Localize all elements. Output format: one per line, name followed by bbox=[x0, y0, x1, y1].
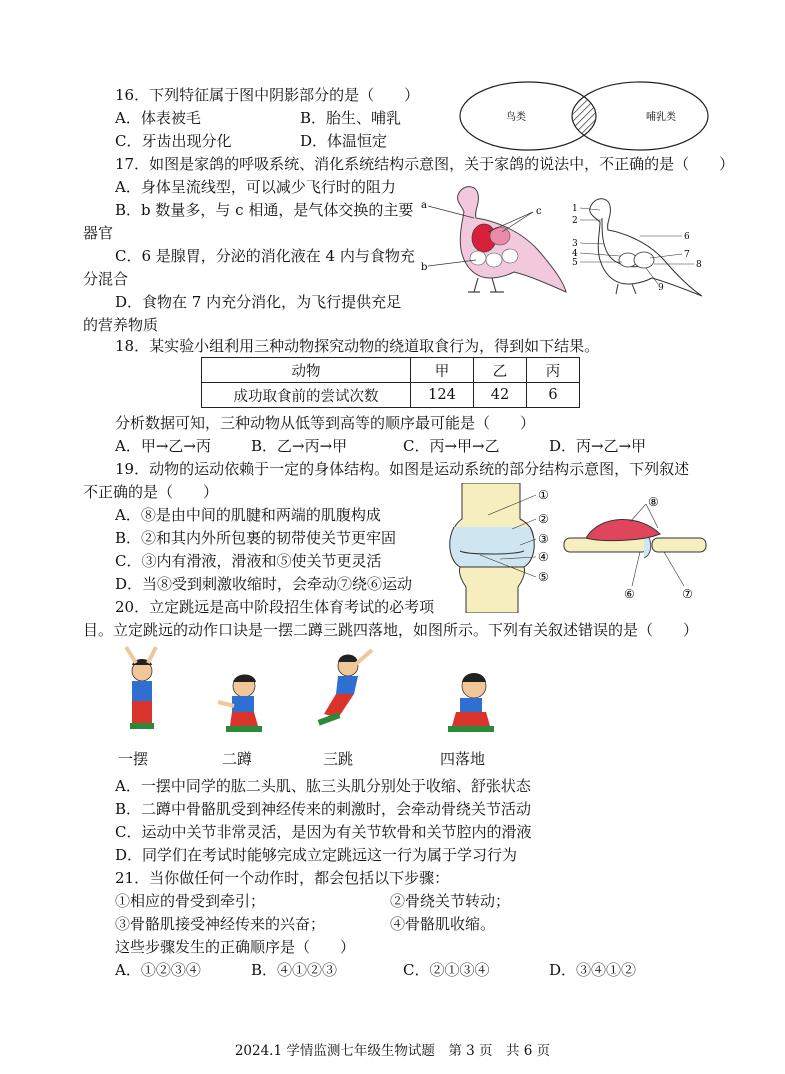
q17-option-d-line1: D．食物在 7 内充分消化，为飞行提供充足 bbox=[115, 293, 402, 311]
bone-label-7: ⑦ bbox=[682, 587, 693, 601]
q18-option-b: B．乙→丙→甲 bbox=[251, 437, 348, 455]
swing-figure bbox=[112, 645, 170, 735]
muscle-label-8: ⑧ bbox=[648, 495, 659, 509]
pigeon-label-a: a bbox=[421, 200, 427, 211]
q17-option-b-line2: 器官 bbox=[83, 224, 114, 242]
jump-figure bbox=[314, 648, 376, 730]
q20-stem-line2: 目。立定跳远的动作口诀是一摆二蹲三跳四落地，如图所示。下列有关叙述错误的是（ ） bbox=[83, 621, 699, 639]
q18-question: 分析数据可知，三种动物从低等到高等的顺序最可能是（ ） bbox=[115, 414, 536, 432]
caption-swing: 一摆 bbox=[118, 750, 149, 768]
q19-option-d: D．当⑧受到刺激收缩时，会牵动⑦绕⑥运动 bbox=[115, 575, 413, 593]
pigeon-label-9: 9 bbox=[658, 283, 664, 293]
pigeon-label-1: 1 bbox=[572, 204, 578, 214]
q21-step-3: ③骨骼肌接受神经传来的兴奋； bbox=[115, 915, 326, 933]
q21-step-2: ②骨绕关节转动； bbox=[390, 892, 511, 910]
pigeon-respiratory-figure bbox=[418, 180, 578, 298]
table-header-cell: 乙 bbox=[474, 358, 527, 383]
table-cell: 124 bbox=[411, 383, 474, 408]
q20-option-a: A．一摆中同学的肱二头肌、肱三头肌分别处于收缩、舒张状态 bbox=[115, 777, 531, 795]
q21-option-b: B．④①②③ bbox=[251, 961, 338, 979]
pigeon-label-4: 4 bbox=[572, 249, 578, 259]
q16-stem: 16．下列特征属于图中阴影部分的是（ ） bbox=[115, 86, 420, 104]
q21-option-a: A．①②③④ bbox=[115, 961, 201, 979]
q19-stem-line1: 19．动物的运动依赖于一定的身体结构。如图是运动系统的部分结构示意图，下列叙述 bbox=[115, 460, 690, 478]
q21-step-1: ①相应的骨受到牵引； bbox=[115, 892, 266, 910]
q20-option-b: B．二蹲中骨骼肌受到神经传来的刺激时，会牵动骨绕关节活动 bbox=[115, 800, 532, 818]
q21-stem: 21．当你做任何一个动作时，都会包括以下步骤： bbox=[115, 869, 450, 887]
q19-option-a: A．⑧是由中间的肌腱和两端的肌腹构成 bbox=[115, 506, 381, 524]
joint-structure-figure bbox=[440, 483, 560, 613]
venn-diagram bbox=[458, 80, 710, 152]
caption-jump: 三跳 bbox=[323, 750, 354, 768]
table-header-row bbox=[202, 358, 580, 383]
squat-figure bbox=[212, 672, 274, 734]
q20-option-c: C．运动中关节非常灵活，是因为有关节软骨和关节腔内的滑液 bbox=[115, 823, 532, 841]
q19-option-b: B．②和其内外所包裹的韧带使关节更牢固 bbox=[115, 529, 397, 547]
pigeon-label-3: 3 bbox=[572, 239, 578, 249]
pigeon-digestive-figure bbox=[570, 190, 710, 298]
table-cell: 42 bbox=[474, 383, 527, 408]
pigeon-label-7: 7 bbox=[684, 250, 690, 260]
table-row bbox=[202, 383, 580, 408]
joint-label-1: ① bbox=[538, 488, 549, 502]
table-header-cell: 动物 bbox=[202, 358, 411, 383]
q16-option-b: B．胎生、哺乳 bbox=[300, 109, 402, 127]
q18-option-c: C．丙→甲→乙 bbox=[403, 437, 500, 455]
q21-option-d: D．③④①② bbox=[549, 961, 637, 979]
table-cell: 成功取食前的尝试次数 bbox=[202, 383, 411, 408]
joint-label-4: ④ bbox=[538, 550, 549, 564]
pigeon-label-2: 2 bbox=[572, 216, 578, 226]
pigeon-label-8: 8 bbox=[696, 260, 702, 270]
q16-option-d: D．体温恒定 bbox=[300, 132, 388, 150]
q21-question: 这些步骤发生的正确顺序是（ ） bbox=[115, 938, 356, 956]
pigeon-label-6: 6 bbox=[684, 232, 690, 242]
q17-option-d-line2: 的营养物质 bbox=[83, 316, 159, 334]
joint-label-5: ⑤ bbox=[538, 570, 549, 584]
arm-muscle-figure bbox=[560, 492, 710, 602]
q16-option-a: A．体表被毛 bbox=[115, 109, 201, 127]
pigeon-label-c: c bbox=[536, 206, 542, 217]
table-header-cell: 甲 bbox=[411, 358, 474, 383]
q18-stem: 18．某实验小组利用三种动物探究动物的绕道取食行为，得到如下结果。 bbox=[115, 337, 600, 355]
caption-squat: 二蹲 bbox=[222, 750, 253, 768]
q16-option-c: C．牙齿出现分化 bbox=[115, 132, 232, 150]
landing-figure bbox=[440, 670, 502, 734]
q21-option-c: C．②①③④ bbox=[403, 961, 490, 979]
pigeon-label-b: b bbox=[421, 262, 428, 273]
venn-label-mammals: 哺乳类 bbox=[646, 112, 676, 123]
joint-label-3: ③ bbox=[538, 532, 549, 546]
q17-option-c-line2: 分混合 bbox=[83, 270, 129, 288]
q18-option-d: D．丙→乙→甲 bbox=[549, 437, 647, 455]
bone-label-6: ⑥ bbox=[624, 587, 635, 601]
q17-stem: 17．如图是家鸽的呼吸系统、消化系统结构示意图，关于家鸽的说法中，不正确的是（ ） bbox=[115, 155, 735, 173]
pigeon-label-5: 5 bbox=[572, 258, 578, 268]
page-footer: 2024.1 学情监测七年级生物试题 第 3 页 共 6 页 bbox=[234, 1043, 551, 1059]
caption-landing: 四落地 bbox=[440, 750, 486, 768]
q18-data-table bbox=[201, 357, 580, 408]
joint-label-2: ② bbox=[538, 512, 549, 526]
q17-option-a: A．身体呈流线型，可以减少飞行时的阻力 bbox=[115, 178, 396, 196]
q18-option-a: A．甲→乙→丙 bbox=[115, 437, 211, 455]
q20-option-d: D．同学们在考试时能够完成立定跳远这一行为属于学习行为 bbox=[115, 846, 518, 864]
table-header-cell: 丙 bbox=[527, 358, 580, 383]
venn-label-birds: 鸟类 bbox=[506, 112, 526, 123]
q17-option-b-line1: B．b 数量多，与 c 相通，是气体交换的主要 bbox=[115, 201, 414, 219]
q19-option-c: C．③内有滑液，滑液和⑤使关节更灵活 bbox=[115, 552, 382, 570]
q19-stem-line2: 不正确的是（ ） bbox=[83, 483, 219, 501]
table-cell: 6 bbox=[527, 383, 580, 408]
q17-option-c-line1: C．6 是腺胃，分泌的消化液在 4 内与食物充 bbox=[115, 247, 415, 265]
q21-step-4: ④骨骼肌收缩。 bbox=[390, 915, 496, 933]
q20-stem-line1: 20．立定跳远是高中阶段招生体育考试的必考项 bbox=[115, 598, 435, 616]
